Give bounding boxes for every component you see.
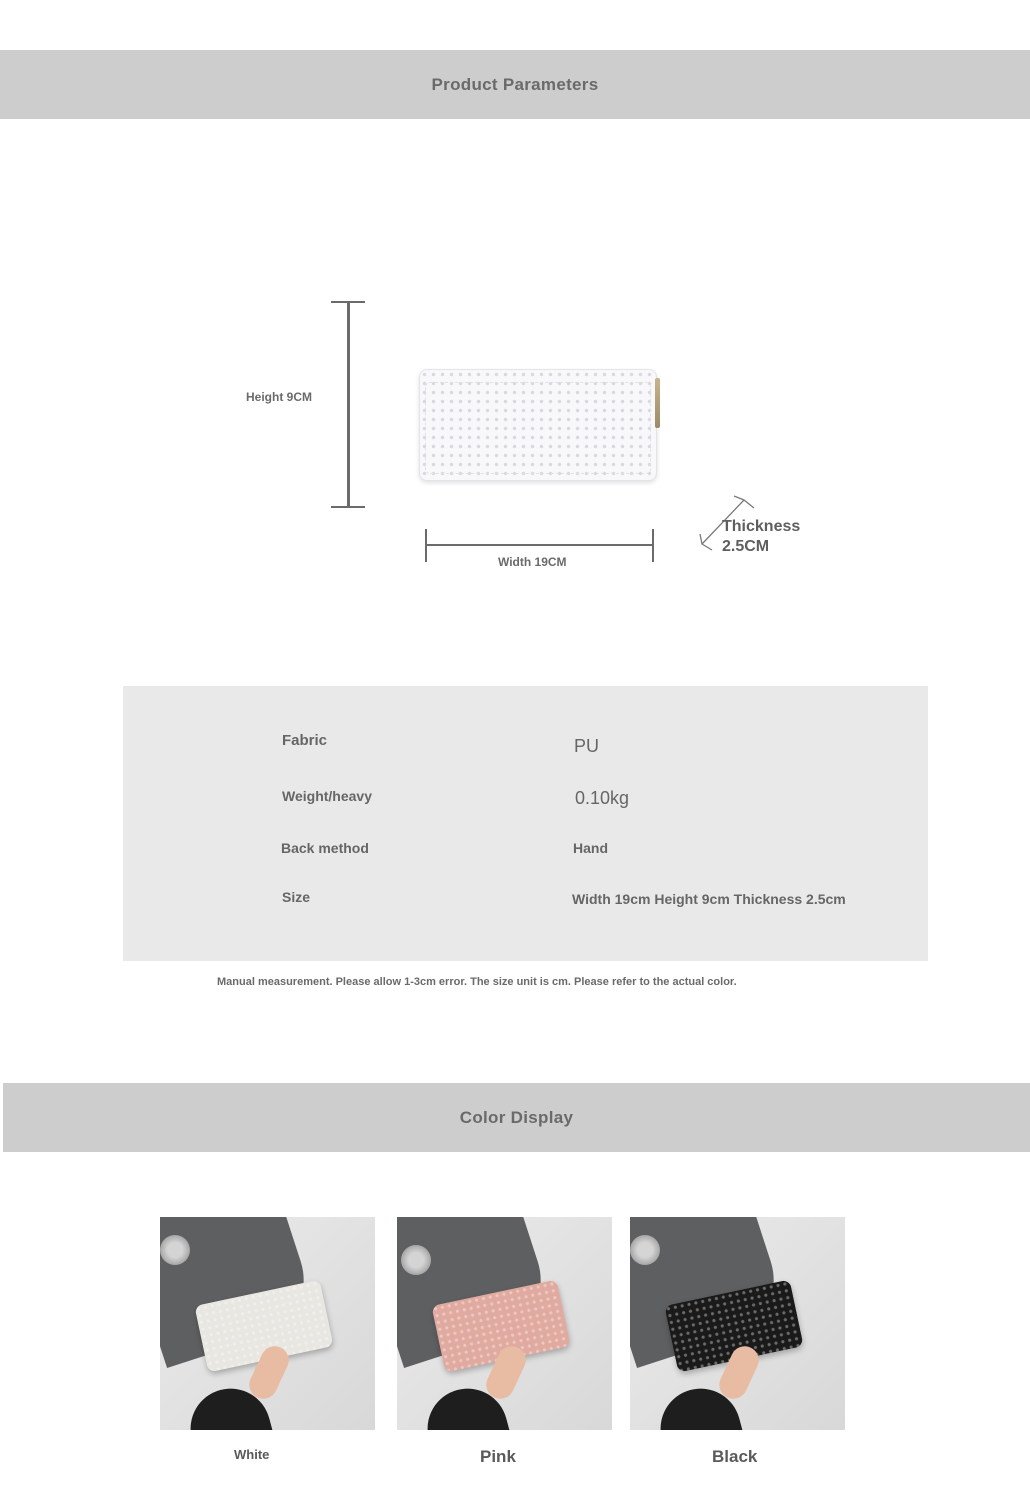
measurement-note: Manual measurement. Please allow 1-3cm error. The size unit is cm. Please refer to the actual color. (217, 976, 737, 988)
param-value-back-method: Hand (573, 840, 608, 856)
width-label: Width 19CM (498, 555, 567, 569)
height-cap-bottom (331, 506, 365, 508)
color-photo-pink (397, 1217, 612, 1430)
zipper-pull (655, 378, 660, 428)
param-label-back-method: Back method (281, 840, 369, 856)
wallet-product-image (419, 369, 657, 481)
color-photo-black (630, 1217, 845, 1430)
height-label: Height 9CM (246, 390, 312, 404)
width-cap-right (652, 529, 654, 562)
param-label-fabric: Fabric (282, 732, 328, 749)
color-photo-white (160, 1217, 375, 1430)
product-parameters-banner (0, 50, 1030, 119)
width-line (426, 544, 654, 546)
thickness-label: Thickness 2.5CM (722, 518, 801, 555)
param-value-weight: 0.10kg (575, 788, 630, 808)
param-label-weight: Weight/heavy (282, 788, 372, 804)
color-label-white: White (234, 1447, 270, 1462)
color-display-title: Color Display (459, 1107, 574, 1127)
height-line (347, 301, 350, 507)
param-value-fabric: PU (574, 736, 600, 756)
parameters-table (123, 686, 928, 961)
color-label-pink: Pink (480, 1447, 516, 1466)
color-display-banner (3, 1083, 1030, 1152)
param-value-size: Width 19cm Height 9cm Thickness 2.5cm (572, 891, 846, 907)
param-label-size: Size (282, 889, 311, 905)
color-label-black: Black (712, 1447, 758, 1466)
product-parameters-title: Product Parameters (431, 74, 599, 94)
